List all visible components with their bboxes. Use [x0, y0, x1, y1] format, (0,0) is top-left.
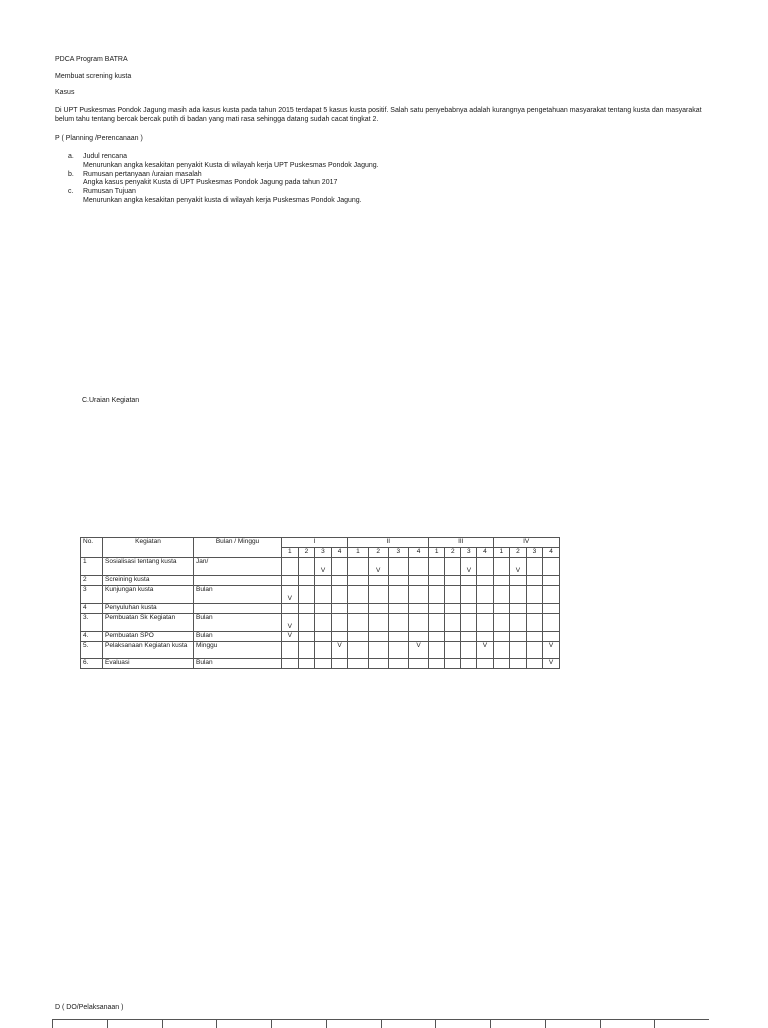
schedule-mark-cell — [348, 558, 368, 576]
row-period: Bulan — [194, 632, 282, 642]
schedule-mark-cell — [315, 576, 332, 586]
item-marker: b. — [68, 170, 74, 178]
schedule-mark-cell — [408, 659, 428, 669]
schedule-mark-cell — [315, 604, 332, 614]
schedule-mark-cell — [445, 604, 461, 614]
schedule-mark-cell — [368, 604, 388, 614]
row-period — [194, 576, 282, 586]
schedule-mark-cell — [298, 659, 315, 669]
header-month: I — [282, 538, 348, 548]
planning-item-c — [68, 188, 468, 206]
schedule-mark-cell: V — [461, 558, 477, 576]
schedule-mark-cell — [510, 576, 527, 586]
row-number: 4 — [81, 604, 103, 614]
schedule-mark-cell — [461, 586, 477, 604]
schedule-mark-cell: V — [315, 558, 332, 576]
schedule-mark-cell — [348, 586, 368, 604]
row-number: 2 — [81, 576, 103, 586]
document-title: PDCA Program BATRA — [55, 56, 128, 63]
row-activity: Pembuatan SPO — [103, 632, 194, 642]
schedule-mark-cell: V — [477, 642, 493, 659]
schedule-mark-cell — [445, 586, 461, 604]
schedule-mark-cell — [331, 576, 348, 586]
schedule-mark-cell — [368, 614, 388, 632]
schedule-mark-cell: V — [510, 558, 527, 576]
schedule-mark-cell — [543, 576, 560, 586]
schedule-mark-cell — [368, 576, 388, 586]
schedule-mark-cell — [388, 576, 408, 586]
schedule-mark-cell — [331, 614, 348, 632]
header-month: IV — [493, 538, 559, 548]
row-activity: Evaluasi — [103, 659, 194, 669]
table-row — [81, 614, 560, 632]
document-subtitle: Membuat screning kusta — [55, 73, 132, 80]
schedule-mark-cell — [298, 632, 315, 642]
schedule-mark-cell — [429, 604, 445, 614]
schedule-mark-cell — [429, 642, 445, 659]
item-title: Rumusan Tujuan — [83, 188, 136, 195]
schedule-mark-cell — [298, 642, 315, 659]
schedule-mark-cell — [429, 586, 445, 604]
item-marker: c. — [68, 188, 74, 195]
header-activity: Kegiatan — [103, 538, 194, 558]
schedule-mark-cell — [445, 614, 461, 632]
schedule-mark-cell — [477, 558, 493, 576]
schedule-mark-cell — [298, 586, 315, 604]
week-header-cell: 3 — [388, 548, 408, 558]
schedule-mark-cell — [493, 576, 510, 586]
week-header-cell: 4 — [408, 548, 428, 558]
schedule-mark-cell — [526, 604, 543, 614]
schedule-mark-cell — [298, 576, 315, 586]
row-period: Minggu — [194, 642, 282, 659]
row-activity: Pelaksanaan Kegiatan kusta — [103, 642, 194, 659]
row-activity: Pembuatan Sk Kegiatan — [103, 614, 194, 632]
schedule-mark-cell: V — [368, 558, 388, 576]
schedule-mark-cell: V — [543, 642, 560, 659]
schedule-mark-cell — [510, 614, 527, 632]
case-paragraph: Di UPT Puskesmas Pondok Jagung masih ada kasus kusta pada tahun 2015 terdapat 5 kasus kusta positif. Salah satu penyebabnya adalah kurangnya pengetahuan masyarakat tentang kusta dan masyarakat belum tahu tentang bercak bercak putih di badan yang mati rasa sehingga datang sudah cacat tingkat 2. — [55, 107, 702, 123]
schedule-mark-cell — [526, 576, 543, 586]
schedule-mark-cell — [493, 659, 510, 669]
schedule-mark-cell — [388, 632, 408, 642]
schedule-mark-cell — [445, 558, 461, 576]
planning-list — [68, 153, 468, 206]
schedule-mark-cell — [461, 659, 477, 669]
schedule-mark-cell — [368, 659, 388, 669]
schedule-mark-cell — [461, 632, 477, 642]
row-activity: Penyuluhan kusta — [103, 604, 194, 614]
schedule-mark-cell — [408, 558, 428, 576]
table-row — [81, 604, 560, 614]
row-number: 3 — [81, 586, 103, 604]
schedule-mark-cell — [315, 642, 332, 659]
schedule-mark-cell: V — [282, 632, 299, 642]
row-number: 3. — [81, 614, 103, 632]
row-number: 6. — [81, 659, 103, 669]
week-header-cell: 3 — [526, 548, 543, 558]
schedule-mark-cell — [348, 642, 368, 659]
schedule-mark-cell — [510, 642, 527, 659]
header-month: II — [348, 538, 429, 548]
schedule-mark-cell: V — [408, 642, 428, 659]
schedule-mark-cell — [331, 558, 348, 576]
schedule-mark-cell — [331, 604, 348, 614]
week-header-cell: 2 — [298, 548, 315, 558]
schedule-mark-cell — [526, 558, 543, 576]
schedule-mark-cell — [493, 558, 510, 576]
row-period: Bulan — [194, 586, 282, 604]
header-no: No. — [81, 538, 103, 558]
row-number: 4. — [81, 632, 103, 642]
schedule-mark-cell — [477, 576, 493, 586]
schedule-mark-cell — [348, 614, 368, 632]
schedule-mark-cell — [461, 614, 477, 632]
schedule-mark-cell — [429, 632, 445, 642]
schedule-mark-cell — [429, 576, 445, 586]
schedule-mark-cell — [408, 576, 428, 586]
week-header-cell: 4 — [543, 548, 560, 558]
header-month: III — [429, 538, 493, 548]
schedule-mark-cell — [526, 659, 543, 669]
schedule-mark-cell — [543, 632, 560, 642]
week-header-cell: 2 — [445, 548, 461, 558]
schedule-mark-cell — [298, 558, 315, 576]
row-period — [194, 604, 282, 614]
week-header-cell: 1 — [348, 548, 368, 558]
schedule-mark-cell — [510, 586, 527, 604]
schedule-mark-cell — [493, 632, 510, 642]
schedule-mark-cell — [388, 586, 408, 604]
schedule-mark-cell — [368, 586, 388, 604]
schedule-mark-cell — [282, 558, 299, 576]
header-period: Bulan / Minggu — [194, 538, 282, 558]
schedule-mark-cell — [408, 614, 428, 632]
schedule-mark-cell — [368, 632, 388, 642]
schedule-mark-cell — [526, 642, 543, 659]
week-header-cell: 1 — [429, 548, 445, 558]
schedule-mark-cell — [348, 576, 368, 586]
schedule-mark-cell — [429, 614, 445, 632]
schedule-mark-cell — [543, 614, 560, 632]
schedule-mark-cell — [298, 604, 315, 614]
schedule-mark-cell — [510, 659, 527, 669]
table-row — [81, 558, 560, 576]
schedule-mark-cell — [388, 614, 408, 632]
schedule-mark-cell — [510, 604, 527, 614]
schedule-mark-cell — [477, 632, 493, 642]
schedule-mark-cell — [282, 642, 299, 659]
case-label: Kasus — [55, 89, 75, 96]
schedule-mark-cell — [493, 604, 510, 614]
schedule-table — [80, 537, 560, 669]
table-row — [81, 632, 560, 642]
schedule-mark-cell — [461, 642, 477, 659]
schedule-mark-cell — [388, 642, 408, 659]
schedule-mark-cell — [388, 558, 408, 576]
schedule-mark-cell — [331, 659, 348, 669]
schedule-mark-cell — [477, 586, 493, 604]
schedule-mark-cell — [348, 632, 368, 642]
schedule-mark-cell — [526, 614, 543, 632]
schedule-mark-cell — [408, 604, 428, 614]
schedule-mark-cell — [477, 614, 493, 632]
week-header-cell: 3 — [315, 548, 332, 558]
schedule-mark-cell — [543, 586, 560, 604]
table-row — [81, 586, 560, 604]
week-header-cell: 4 — [477, 548, 493, 558]
schedule-mark-cell — [493, 642, 510, 659]
schedule-mark-cell — [429, 558, 445, 576]
planning-heading: P ( Planning /Perencanaan ) — [55, 135, 143, 142]
schedule-mark-cell: V — [543, 659, 560, 669]
item-title: Judul rencana — [83, 153, 127, 160]
schedule-mark-cell — [445, 642, 461, 659]
schedule-mark-cell — [510, 632, 527, 642]
schedule-mark-cell — [282, 576, 299, 586]
table-row — [81, 659, 560, 669]
schedule-mark-cell — [429, 659, 445, 669]
table-header-row — [81, 538, 560, 548]
schedule-mark-cell — [331, 586, 348, 604]
row-activity: Screining kusta — [103, 576, 194, 586]
schedule-mark-cell — [348, 604, 368, 614]
schedule-mark-cell — [315, 614, 332, 632]
schedule-mark-cell — [493, 586, 510, 604]
schedule-mark-cell — [282, 604, 299, 614]
item-description: Angka kasus penyakit Kusta di UPT Puskesmas Pondok Jagung pada tahun 2017 — [83, 179, 338, 187]
schedule-mark-cell — [408, 632, 428, 642]
row-activity: Kunjungan kusta — [103, 586, 194, 604]
schedule-mark-cell: V — [331, 642, 348, 659]
schedule-mark-cell — [408, 586, 428, 604]
schedule-mark-cell — [526, 632, 543, 642]
schedule-mark-cell — [388, 659, 408, 669]
schedule-mark-cell — [315, 659, 332, 669]
row-number: 1 — [81, 558, 103, 576]
table-row — [81, 642, 560, 659]
schedule-mark-cell — [315, 632, 332, 642]
row-number: 5. — [81, 642, 103, 659]
week-header-cell: 1 — [282, 548, 299, 558]
activity-heading: C.Uraian Kegiatan — [82, 397, 140, 404]
row-activity: Sosialisasi tentang kusta — [103, 558, 194, 576]
row-period: Bulan — [194, 614, 282, 632]
week-header-cell: 2 — [510, 548, 527, 558]
schedule-mark-cell — [445, 632, 461, 642]
schedule-mark-cell — [477, 659, 493, 669]
week-header-cell: 4 — [331, 548, 348, 558]
schedule-mark-cell — [331, 632, 348, 642]
schedule-mark-cell — [477, 604, 493, 614]
do-heading: D ( DO/Pelaksanaan ) — [55, 1004, 124, 1011]
schedule-mark-cell — [282, 659, 299, 669]
schedule-mark-cell — [348, 659, 368, 669]
schedule-mark-cell — [315, 586, 332, 604]
item-marker: a. — [68, 153, 74, 160]
planning-item-b — [68, 171, 468, 189]
week-header-cell: 1 — [493, 548, 510, 558]
week-header-cell: 2 — [368, 548, 388, 558]
row-period: Bulan — [194, 659, 282, 669]
schedule-mark-cell — [298, 614, 315, 632]
schedule-mark-cell — [461, 604, 477, 614]
schedule-mark-cell: V — [282, 586, 299, 604]
item-description: Menurunkan angka kesakitan penyakit kusta di wilayah kerja Puskesmas Pondok Jagung. — [83, 196, 362, 204]
schedule-mark-cell — [388, 604, 408, 614]
schedule-mark-cell — [543, 558, 560, 576]
row-period: Jan/ — [194, 558, 282, 576]
schedule-mark-cell — [368, 642, 388, 659]
schedule-mark-cell — [445, 576, 461, 586]
schedule-mark-cell — [526, 586, 543, 604]
schedule-mark-cell — [543, 604, 560, 614]
week-header-cell: 3 — [461, 548, 477, 558]
item-description: Menurunkan angka kesakitan penyakit Kusta di wilayah kerja UPT Puskesmas Pondok Jagung. — [83, 161, 379, 169]
table-row — [81, 576, 560, 586]
schedule-mark-cell — [445, 659, 461, 669]
item-title: Rumusan pertanyaan /uraian masalah — [83, 170, 202, 178]
schedule-mark-cell — [493, 614, 510, 632]
schedule-mark-cell: V — [282, 614, 299, 632]
planning-item-a — [68, 153, 468, 171]
schedule-mark-cell — [461, 576, 477, 586]
